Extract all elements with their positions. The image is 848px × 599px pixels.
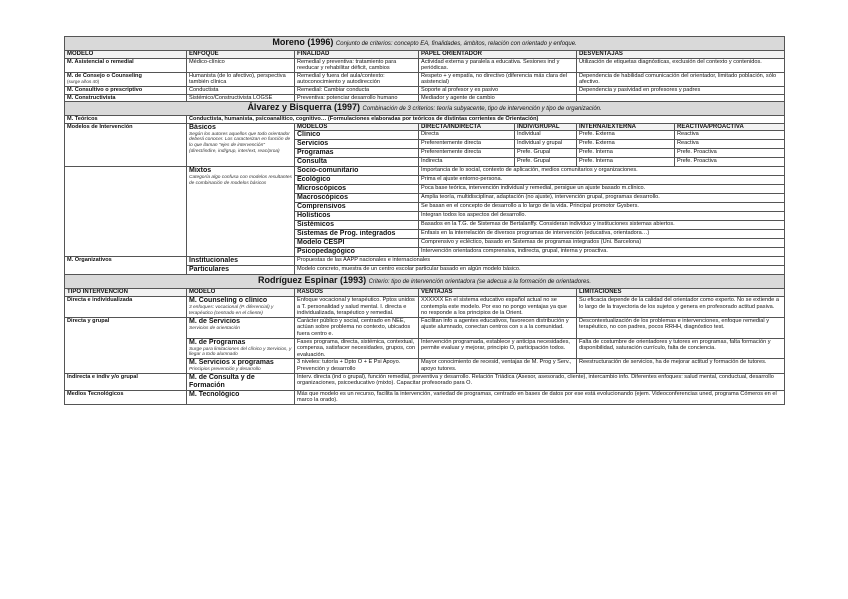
basicos-cell: Individual y grupal (515, 140, 577, 149)
tipo-intervencion: Medios Tecnológicos (65, 390, 187, 404)
row-enfoque: Sistémico/Constructivista LOGSE (187, 94, 295, 102)
mixtos-model: Holísticos (295, 212, 419, 221)
moreno-subtitle: Conjunto de criterios: concepto EA, finalidades, ámbitos, relación con orientado y enfoque. (335, 41, 577, 47)
rodriguez-subtitle: Criterio: tipo de intervención orientadora (se adecua a la formación de orientadores. (368, 279, 592, 286)
row-desventajas: Utilización de etiquetas diagnósticas, exclusión del contexto y contenidos. (577, 58, 785, 72)
col-header-finalidad: FINALIDAD (295, 51, 419, 59)
alvarez-section-header (65, 102, 785, 116)
row-modelo: M. Consultivo o prescriptivo (65, 86, 187, 94)
intervencion-label: Modelos de Intervención (65, 123, 187, 167)
basicos-label: Básicos (189, 123, 216, 131)
mixtos-model: Sistemas de Prog. integrados (295, 230, 419, 239)
mixtos-desc: Intervención orientadora comprensiva, indirecta, grupal, interna y proactiva. (419, 248, 785, 257)
col-header-papel: PAPEL ORIENTADOR (419, 51, 577, 59)
rodriguez-title: Rodríguez Espinar (1993) (258, 275, 367, 286)
basicos-note: Según los autores aquellos que todo orientador deberá conocer. Los caracterizan en función de lo que llaman "ejes de intervención" (direct/indire, ind/grup, inter/ext, reac/proa) (189, 131, 291, 154)
table-row (65, 116, 785, 124)
modelo-cell (187, 296, 295, 317)
basicos-cell: Clínico (295, 131, 419, 140)
intervencion-spacer (65, 167, 187, 257)
row-papel: Soporte al profesor y es pasivo (419, 86, 577, 94)
org-desc: Modelo concreto, muestra de un centro escolar particular basado en algún modelo básico. (295, 266, 785, 275)
table-row (65, 317, 785, 338)
table-row (65, 390, 785, 404)
ventajas-cell: Intervención programada, establece y anticipa necesidades, permite evaluar y mejorar, principio O, participación todos. (419, 338, 577, 359)
row-finalidad: Remedial y fuera del aula/contexto: autoconocimiento y autodirección (295, 72, 419, 86)
modelo-cell (187, 359, 295, 374)
tipo-intervencion: Directa e individualizada (65, 296, 187, 317)
rasgos-cell: Carácter público y social, centrado en NEE, actúan sobre problema no contexto, ubicados fuera centro e. (295, 317, 419, 338)
basicos-cell: Prefe. Interna (577, 149, 675, 158)
col-header-ventajas: VENTAJAS (419, 289, 577, 297)
mixtos-model: Modelo CESPI (295, 239, 419, 248)
basicos-cell: Indirecta (419, 158, 515, 167)
rodriguez-column-headers (65, 289, 785, 297)
col-header-enfoque: ENFOQUE (187, 51, 295, 59)
col-header-modelo: MODELO (187, 289, 295, 297)
col-header-rasgos: RASGOS (295, 289, 419, 297)
row-desventajas: Dependencia de habilidad comunicación del orientador, limitado población, sólo afectivo. (577, 72, 785, 86)
basicos-cell: Prefe. Externa (577, 140, 675, 149)
basicos-header: DIRECTA/INDIRECTA (419, 123, 515, 131)
modelo-note: Surge para limitaciones del clínico y Servicios, y llegar a todo alumnado (189, 346, 292, 358)
rodriguez-section-header (65, 275, 785, 289)
basicos-cell: Prefe. Grupal (515, 149, 577, 158)
basicos-cell: Prefe. Grupal (515, 158, 577, 167)
mixtos-desc: Integran todos los aspectos del desarrollo. (419, 212, 785, 221)
basicos-header: REACTIVA/PROACTIVA (675, 123, 785, 131)
basicos-cell: Reactiva (675, 131, 785, 140)
org-desc: Propuestas de las AAPP nacionales e internacionales (295, 257, 785, 266)
basicos-cell: Individual (515, 131, 577, 140)
document-page (64, 36, 784, 405)
basicos-header-row (65, 123, 785, 131)
row-papel: Respeto + y empatía, no directivo (diferencia más clara del asistencial) (419, 72, 577, 86)
table-row (65, 167, 785, 176)
ventajas-cell: XXXXXX En el sistema educativo español actual no se contempla este modelo. Por eso no pongo ventajas ya que no responde a los principios de la Orient. (419, 296, 577, 317)
col-header-limitaciones: LIMITACIONES (577, 289, 785, 297)
row-modelo-cell (65, 72, 187, 86)
modelo-note: Principios prevención y desarrollo (189, 367, 261, 373)
moreno-title: Moreno (1996) (272, 37, 334, 47)
ventajas-cell: Mayor conocimiento de recesid, ventajas de M. Prog y Serv., apoyo tutores. (419, 359, 577, 374)
mixtos-model: Comprensivos (295, 203, 419, 212)
row-modelo: M. Constructivista (65, 94, 187, 102)
basicos-header: INDIV/GRUPAL (515, 123, 577, 131)
modelo-note: Servicios de orientación (189, 325, 240, 331)
organizativos-label: M. Organizativos (65, 257, 187, 275)
limitaciones-cell: Su eficacia depende de la calidad del orientador como experto. No se extiende a lo largo de la trayectoria de los sujetos y genera en profesorado actitud pasiva. (577, 296, 785, 317)
row-enfoque: Humanista (de lo afectivo), perspectiva también clínica (187, 72, 295, 86)
modelo-name: M. de Consulta y de Formación (187, 373, 295, 390)
org-type: Institucionales (187, 257, 295, 266)
basicos-cell: Directa (419, 131, 515, 140)
rasgos-cell: Enfoque vocacional y terapéutico. Pptos unidos a T. personalidad y salud mental. I. directa e individualizada, terapéutico y remedial. (295, 296, 419, 317)
row-finalidad: Remedial y preventiva: tratamiento para reeducar y rehabilitar déficit, cambios (295, 58, 419, 72)
mixtos-desc: Se basan en el concepto de desarrollo a lo largo de la vida. Principal promotor Gysbers. (419, 203, 785, 212)
mixtos-desc: Prima el ajuste entorno-persona. (419, 176, 785, 185)
basicos-cell: Preferentemente directa (419, 149, 515, 158)
modelo-name: M. Servicios x programas (189, 359, 274, 367)
mixtos-note: Categoría algo confusa con modelos resultantes de combinación de modelos básicos (189, 175, 292, 186)
mixtos-cell (187, 167, 295, 257)
tipo-intervencion: Indirecta e indiv y/o grupal (65, 373, 187, 390)
table-row (65, 58, 785, 72)
mixtos-desc: Énfasis en la interrelación de diversos programas de intervención (educativa, orientadora…) (419, 230, 785, 239)
mixtos-desc: Basados en la T.G. de Sistemas de Bertalanffy. Consideran individuo y instituciones sistemas abiertos. (419, 221, 785, 230)
moreno-column-headers (65, 51, 785, 59)
col-header-desventajas: DESVENTAJAS (577, 51, 785, 59)
col-header-modelo: MODELO (65, 51, 187, 59)
rasgos-cell: 3 niveles: tutoría + Dpto O + E Psi Apoyo. Prevención y desarrollo (295, 359, 419, 374)
modelo-cell (187, 338, 295, 359)
mixtos-model: Ecológico (295, 176, 419, 185)
basicos-cell: Prefe. Proactiva (675, 149, 785, 158)
row-finalidad: Remedial: Cambiar conducta (295, 86, 419, 94)
org-type: Particulares (187, 266, 295, 275)
moreno-section-header (65, 37, 785, 51)
models-table (64, 36, 785, 405)
basicos-header: INTERNA/EXTERNA (577, 123, 675, 131)
basicos-cell: Programas (295, 149, 419, 158)
basicos-header: MODELOS (295, 123, 419, 131)
rasgos-cell: Fases programa, directa, sistémica, contextual, compensa, satisfacer necesidades, grupos, con evaluación. (295, 338, 419, 359)
mixtos-model: Microscópicos (295, 185, 419, 194)
basicos-cell: Prefe. Interna (577, 158, 675, 167)
modelo-note: 3 enfoques: vocacional (P. diferencial) y terapéutico (centrado en el cliente) (189, 304, 274, 316)
modelo-name: M. Counseling o clínico (189, 296, 268, 304)
limitaciones-cell: Reestructuración de servicios, ha de mejorar actitud y formación de tutores. (577, 359, 785, 374)
table-row (65, 296, 785, 317)
alvarez-subtitle: Combinación de 3 criterios: teoría subyacente, tipo de intervención y tipo de organización. (362, 106, 602, 113)
col-header-tipo: TIPO INTERVENCIÓN (65, 289, 187, 297)
alvarez-title: Álvarez y Bisquerra (1997) (247, 102, 360, 113)
row-modelo-note: (surge años 40) (67, 79, 100, 85)
mixtos-desc: Importancia de lo social, contexto de aplicación, medios comunitarios y organizaciones. (419, 167, 785, 176)
modelo-cell (187, 317, 295, 338)
limitaciones-cell: Falta de costumbre de orientadores y tutores en programas, falta formación y disponibilidad, saturación currículo, falta de conciencia. (577, 338, 785, 359)
row-enfoque: Médico-clínico (187, 58, 295, 72)
teoricos-desc: Conductista, humanista, psicoanalítico, cognitivo… (Formulaciones elaboradas por teóricos de distintas corrientes de Orientación) (187, 116, 785, 124)
modelo-name: M. de Servicios (189, 317, 240, 325)
basicos-cell: Consulta (295, 158, 419, 167)
ventajas-cell: Facilitan info a agentes educativos, favorecen distribución y ajuste alumnado, conectan centros con s a la comunidad. (419, 317, 577, 338)
modelo-desc: Interv. directa (ind o grupal), función remedial, preventiva y desarrollo. Relación Triádica (Asesor, asesorado, cliente), intercambio info. Diferentes enfoques: salud mental, conductual, desarrollo organizaciones, psicoeducativo (mixto). Capacitar profesorado para O. (295, 373, 785, 390)
basicos-cell: Servicios (295, 140, 419, 149)
basicos-cell: Prefe. Proactiva (675, 158, 785, 167)
mixtos-desc: Amplia teoría, multidisciplinar, adaptación (no ajuste), intervención grupal, programas desarrollo. (419, 194, 785, 203)
mixtos-model: Psicopedagógico (295, 248, 419, 257)
tipo-intervencion: Directa y grupal (65, 317, 187, 373)
row-modelo: M. Asistencial o remedial (65, 58, 187, 72)
row-desventajas: Dependencia y pasividad en profesores y padres (577, 86, 785, 94)
table-row (65, 86, 785, 94)
basicos-cell: Preferentemente directa (419, 140, 515, 149)
modelo-name: M. de Programas (189, 338, 246, 346)
row-finalidad: Preventiva: potenciar desarrollo humano (295, 94, 419, 102)
table-row (65, 373, 785, 390)
row-desventajas (577, 94, 785, 102)
mixtos-model: Socio-comunitario (295, 167, 419, 176)
basicos-cell (187, 123, 295, 167)
modelo-desc: Más que modelo es un recurso, facilita la intervención, variedad de programas, centrado en bases de datos por ese está evolucionando (ejem. Videoconferencias uned, programa Cómeros en el marco la orado). (295, 390, 785, 404)
mixtos-desc: Comprensivo y ecléctico, basado en Sistemas de programas integrados (Uni. Barcelona) (419, 239, 785, 248)
basicos-cell: Reactiva (675, 140, 785, 149)
table-row (65, 72, 785, 86)
teoricos-label: M. Teóricos (65, 116, 187, 124)
table-row (65, 257, 785, 266)
row-modelo: M. de Consejo o Counseling (67, 72, 142, 79)
limitaciones-cell: Descontextualización de los problemas e intervenciones, enfoque remedial y terapéutico, no con padres, pocos RRHH, diagnóstico test. (577, 317, 785, 338)
mixtos-label: Mixtos (189, 167, 212, 175)
row-papel: Mediador y agente de cambio (419, 94, 577, 102)
row-enfoque: Conductista (187, 86, 295, 94)
mixtos-desc: Poca base teórica, intervención individual y remedial, persigue un ajuste basado m.clínico. (419, 185, 785, 194)
mixtos-model: Sistémicos (295, 221, 419, 230)
modelo-name: M. Tecnológico (187, 390, 295, 404)
basicos-cell: Prefe. Externa (577, 131, 675, 140)
mixtos-model: Macroscópicos (295, 194, 419, 203)
row-papel: Actividad externa y paralela a educativa. Sesiones ind y periódicas. (419, 58, 577, 72)
table-row (65, 94, 785, 102)
